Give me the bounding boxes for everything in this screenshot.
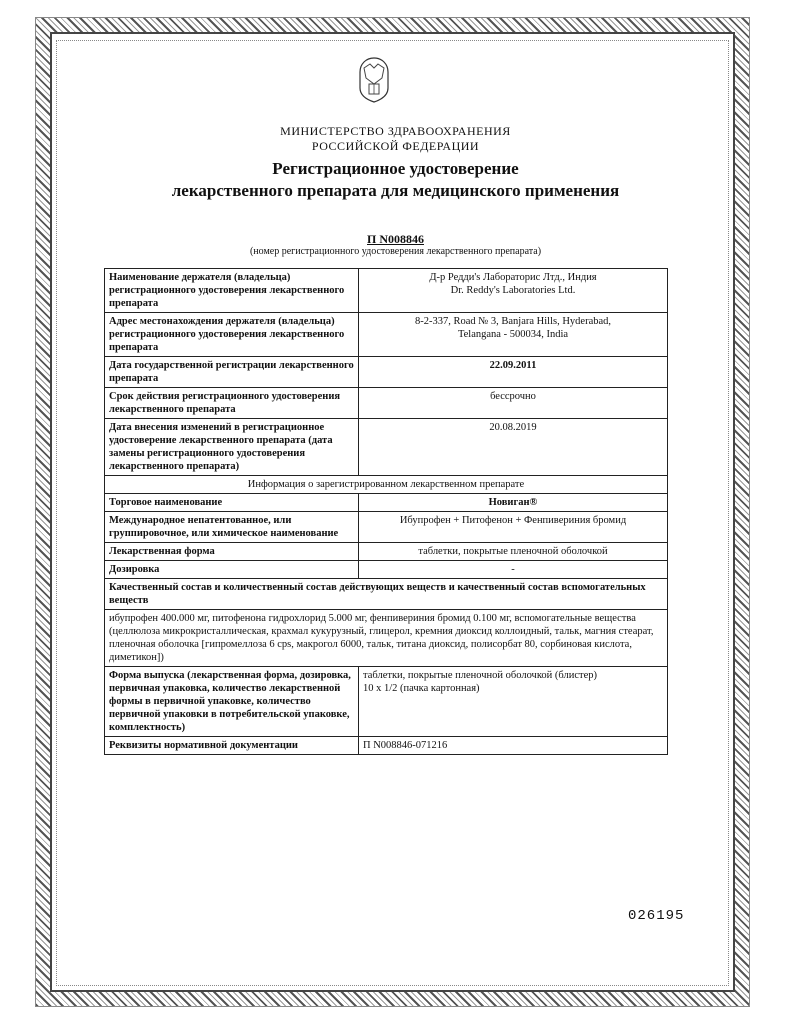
registration-number: П N008846 <box>367 232 424 246</box>
inn-label: Международное непатентованное, или группировочное, или химическое наименование <box>105 512 359 543</box>
ministry-line-1: МИНИСТЕРСТВО ЗДРАВООХРАНЕНИЯ <box>280 124 511 138</box>
composition-value: ибупрофен 400.000 мг, питофенона гидрохлорид 5.000 мг, фенпивериния бромид 0.100 мг, вспомогательные вещества (целлюлоза микрокристаллическая, крахмал кукурузный, глицерол, кремния диоксид коллоидный, тальк, магния стеарат, пленочная оболочка [гипромеллоза 6 cps, макрогол 6000, тальк, титана диоксид, полисорбат 80, сорбиновая кислота, диметикон]) <box>105 610 668 667</box>
title-line-2: лекарственного препарата для медицинского применения <box>171 181 620 200</box>
document-title <box>0 158 791 202</box>
release-form-label: Форма выпуска (лекарственная форма, дозировка, первичная упаковка, количество лекарственной формы в первичной упаковке, количество первичной упаковки в потребительской упаковке, комплектность) <box>105 667 359 737</box>
coat-of-arms-emblem <box>352 54 396 104</box>
table-row <box>105 667 668 737</box>
table-row <box>105 419 668 476</box>
changes-date-label: Дата внесения изменений в регистрационное удостоверение лекарственного препарата (дата замены регистрационного удостоверения лекарственного препарата) <box>105 419 359 476</box>
inn-value: Ибупрофен + Питофенон + Фенпивериния бромид <box>359 512 668 543</box>
validity-label: Срок действия регистрационного удостоверения лекарственного препарата <box>105 388 359 419</box>
release-form-value-line-2: 10 x 1/2 (пачка картонная) <box>363 683 480 694</box>
table-row <box>105 388 668 419</box>
form-serial-number: 026195 <box>628 908 685 924</box>
trade-name-label: Торговое наименование <box>105 494 359 512</box>
holder-value <box>359 269 668 313</box>
table-row <box>105 512 668 543</box>
trade-name-value: Новиган® <box>359 494 668 512</box>
holder-value-line-2: Dr. Reddy's Laboratories Ltd. <box>450 285 576 296</box>
table-row <box>105 494 668 512</box>
changes-date-value: 20.08.2019 <box>359 419 668 476</box>
validity-value: бессрочно <box>359 388 668 419</box>
table-row <box>105 357 668 388</box>
table-row <box>105 561 668 579</box>
table-row <box>105 543 668 561</box>
dosage-form-value: таблетки, покрытые пленочной оболочкой <box>359 543 668 561</box>
table-row <box>105 476 668 494</box>
registration-number-caption: (номер регистрационного удостоверения лекарственного препарата) <box>249 246 542 257</box>
ministry-heading <box>0 124 791 154</box>
release-form-value <box>359 667 668 737</box>
title-line-1: Регистрационное удостоверение <box>272 159 519 178</box>
dosage-value: - <box>359 561 668 579</box>
address-value-line-1: 8-2-337, Road № 3, Banjara Hills, Hyderabad, <box>414 316 612 327</box>
address-value-line-2: Telangana - 500034, India <box>457 329 569 340</box>
release-form-value-line-1: таблетки, покрытые пленочной оболочкой (блистер) <box>363 670 597 681</box>
table-row <box>105 269 668 313</box>
info-section-header: Информация о зарегистрированном лекарственном препарате <box>105 476 668 494</box>
holder-label: Наименование держателя (владельца) регистрационного удостоверения лекарственного препарата <box>105 269 359 313</box>
registration-date-value: 22.09.2011 <box>359 357 668 388</box>
dosage-form-label: Лекарственная форма <box>105 543 359 561</box>
certificate-table <box>104 268 668 755</box>
normative-doc-value: П N008846-071216 <box>359 737 668 755</box>
normative-doc-label: Реквизиты нормативной документации <box>105 737 359 755</box>
address-label: Адрес местонахождения держателя (владельца) регистрационного удостоверения лекарственного препарата <box>105 313 359 357</box>
table-row <box>105 737 668 755</box>
table-row <box>105 579 668 610</box>
table-row <box>105 313 668 357</box>
table-row <box>105 610 668 667</box>
holder-value-line-1: Д-р Редди's Лабораторис Лтд., Индия <box>429 272 597 283</box>
composition-header: Качественный состав и количественный состав действующих веществ и качественный состав вспомогательных веществ <box>105 579 668 610</box>
registration-date-label: Дата государственной регистрации лекарственного препарата <box>105 357 359 388</box>
dosage-label: Дозировка <box>105 561 359 579</box>
ministry-line-2: РОССИЙСКОЙ ФЕДЕРАЦИИ <box>311 139 480 153</box>
address-value <box>359 313 668 357</box>
